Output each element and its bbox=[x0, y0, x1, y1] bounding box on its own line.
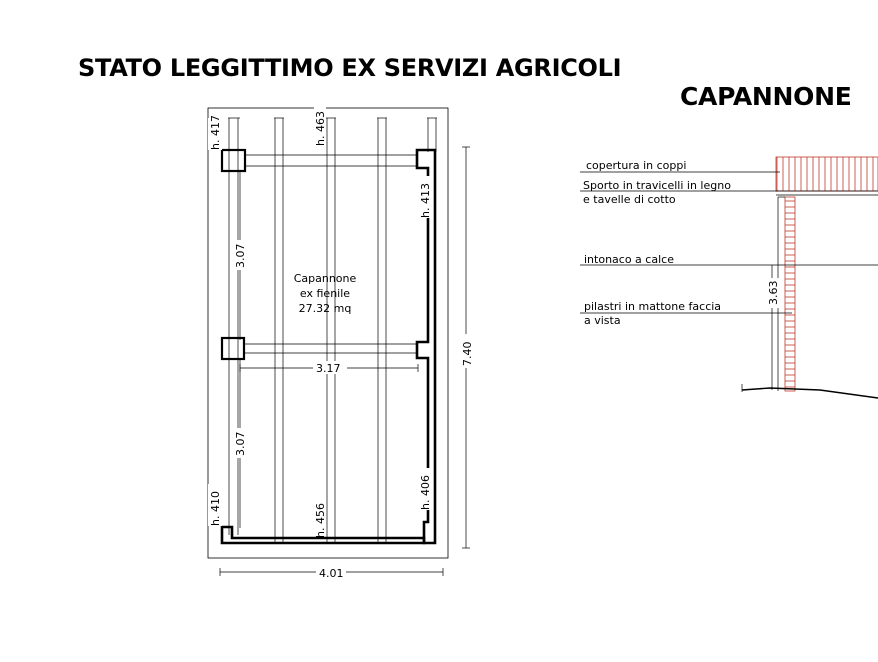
section-title: CAPANNONE bbox=[680, 82, 852, 111]
room-use: ex fienile bbox=[299, 287, 351, 300]
label-roof: copertura in coppi bbox=[586, 159, 687, 172]
dim-total-length: 7.40 bbox=[461, 341, 474, 366]
label-eave-2: e tavelle di cotto bbox=[583, 193, 676, 206]
height-left-lower: h. 410 bbox=[209, 491, 222, 526]
dim-total-width: 4.01 bbox=[319, 567, 344, 580]
dim-inner-width: 3.17 bbox=[316, 362, 341, 375]
label-eave-1: Sporto in travicelli in legno bbox=[583, 179, 731, 192]
rafters bbox=[228, 118, 437, 543]
label-pillars-2: a vista bbox=[584, 314, 621, 327]
section-view bbox=[580, 157, 878, 398]
height-top-left: h. 417 bbox=[209, 115, 222, 150]
height-right-lower: h. 406 bbox=[419, 475, 432, 510]
room-name: Capannone bbox=[293, 272, 357, 285]
label-plaster: intonaco a calce bbox=[584, 253, 674, 266]
pillar bbox=[222, 150, 245, 171]
beams bbox=[245, 155, 417, 353]
height-top-center: h. 463 bbox=[314, 111, 327, 146]
floor-plan bbox=[208, 108, 448, 558]
drawing-title: STATO LEGGITTIMO EX SERVIZI AGRICOLI bbox=[78, 54, 622, 82]
plan-outline bbox=[208, 108, 448, 558]
room-area: 27.32 mq bbox=[298, 302, 352, 315]
roof-coppi bbox=[776, 157, 878, 191]
section-pillar bbox=[785, 197, 795, 391]
label-pillars-1: pilastri in mattone faccia bbox=[584, 300, 722, 313]
pillar bbox=[222, 338, 244, 359]
height-right-upper: h. 413 bbox=[419, 183, 432, 218]
height-center-lower: h. 456 bbox=[314, 503, 327, 538]
dim-span-lower: 3.07 bbox=[234, 431, 247, 456]
section-height: 3.63 bbox=[767, 280, 780, 305]
dim-span-upper: 3.07 bbox=[234, 243, 247, 268]
ground-line bbox=[742, 388, 878, 398]
